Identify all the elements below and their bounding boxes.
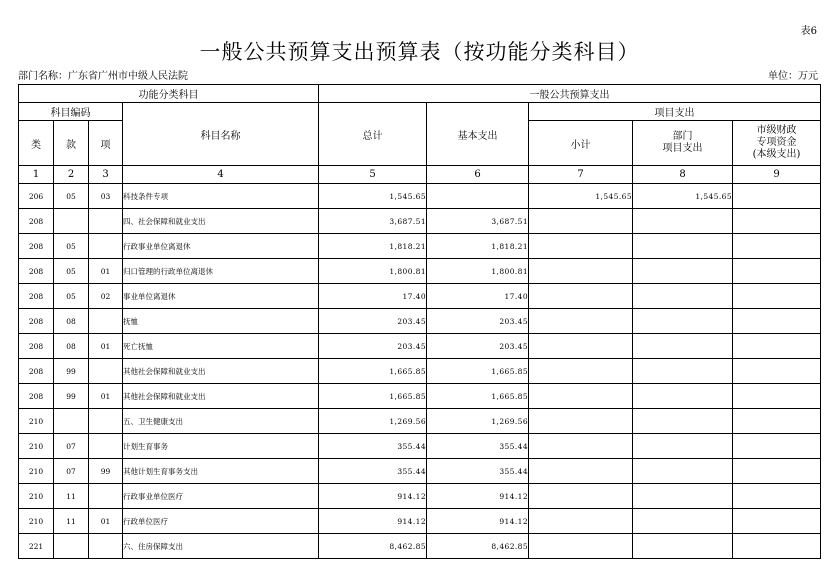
cell-dept-project [633,484,733,509]
cell-lei: 208 [19,384,54,409]
cell-lei: 210 [19,509,54,534]
cell-city-fund [733,434,821,459]
table-row [19,534,821,559]
cell-subject-name: 其他计划生育事务支出 [123,459,319,484]
cell-xiang: 01 [89,509,123,534]
cell-subject-name: 事业单位离退休 [123,284,319,309]
cell-lei: 221 [19,534,54,559]
cell-subject-name: 归口管理的行政单位离退休 [123,259,319,284]
header-project: 项目支出 [529,103,821,121]
table-row [19,459,821,484]
header-index: 7 [529,166,633,184]
cell-subtotal [529,509,633,534]
cell-dept-project [633,334,733,359]
cell-city-fund [733,484,821,509]
cell-lei: 208 [19,334,54,359]
header-index: 1 [19,166,54,184]
cell-xiang: 99 [89,459,123,484]
page-title: 一般公共预算支出预算表（按功能分类科目） [199,40,640,64]
table-header [19,85,821,184]
cell-kuan: 99 [54,359,89,384]
table-row [19,284,821,309]
table-row [19,234,821,259]
table-row [19,359,821,384]
header-xiang: 项 [89,121,123,166]
cell-xiang [89,359,123,384]
cell-total: 203.45 [319,334,427,359]
table-row [19,309,821,334]
cell-basic: 1,665.85 [427,359,529,384]
table-body [19,184,821,559]
header-city-fund [733,121,821,166]
cell-kuan: 07 [54,459,89,484]
cell-subtotal [529,359,633,384]
cell-kuan [54,409,89,434]
cell-kuan: 99 [54,384,89,409]
cell-city-fund [733,309,821,334]
cell-xiang [89,534,123,559]
cell-basic: 3,687.51 [427,209,529,234]
cell-subject-name: 科技条件专项 [123,184,319,209]
cell-kuan: 05 [54,259,89,284]
cell-city-fund [733,284,821,309]
cell-subject-name: 其他社会保障和就业支出 [123,359,319,384]
header-city-fund-line2: 专项资金 [756,137,797,148]
cell-subtotal [529,434,633,459]
cell-basic: 1,269.56 [427,409,529,434]
cell-kuan: 05 [54,234,89,259]
cell-subject-name: 计划生育事务 [123,434,319,459]
department-label: 部门名称：广东省广州市中级人民法院 [18,71,188,82]
cell-kuan: 08 [54,309,89,334]
cell-xiang [89,434,123,459]
cell-subtotal [529,484,633,509]
header-index-row [19,166,821,184]
cell-subtotal [529,284,633,309]
header-index: 9 [733,166,821,184]
cell-subtotal [529,259,633,284]
cell-lei: 208 [19,359,54,384]
cell-lei: 210 [19,409,54,434]
header-subtotal: 小计 [529,121,633,166]
cell-total: 355.44 [319,434,427,459]
cell-kuan: 05 [54,184,89,209]
cell-city-fund [733,234,821,259]
cell-subtotal [529,234,633,259]
cell-subject-name: 行政事业单位离退休 [123,234,319,259]
cell-xiang [89,484,123,509]
cell-dept-project: 1,545.65 [633,184,733,209]
cell-kuan: 11 [54,509,89,534]
cell-city-fund [733,509,821,534]
header-func-subject: 功能分类科目 [19,85,319,103]
cell-basic: 1,665.85 [427,384,529,409]
cell-subject-name: 六、住房保障支出 [123,534,319,559]
table-number: 表6 [800,26,817,37]
cell-kuan: 07 [54,434,89,459]
unit-label: 单位：万元 [768,71,818,82]
table-row [19,184,821,209]
cell-basic: 203.45 [427,309,529,334]
header-subject-code: 科目编码 [19,103,123,121]
header-dept-project-line1: 部门 [672,131,693,142]
cell-city-fund [733,359,821,384]
cell-kuan [54,534,89,559]
table-row [19,434,821,459]
cell-dept-project [633,259,733,284]
cell-dept-project [633,284,733,309]
cell-basic: 355.44 [427,434,529,459]
table-row [19,209,821,234]
cell-total: 8,462.85 [319,534,427,559]
header-lei: 类 [19,121,54,166]
cell-subject-name: 四、社会保障和就业支出 [123,209,319,234]
cell-total: 914.12 [319,509,427,534]
cell-lei: 208 [19,259,54,284]
header-index: 5 [319,166,427,184]
cell-total: 17.40 [319,284,427,309]
header-city-fund-line3: (本级支出) [752,149,801,160]
cell-lei: 210 [19,459,54,484]
table-row [19,509,821,534]
cell-lei: 210 [19,484,54,509]
cell-dept-project [633,359,733,384]
cell-subject-name: 其他社会保障和就业支出 [123,384,319,409]
header-index: 4 [123,166,319,184]
cell-city-fund [733,259,821,284]
cell-total: 1,818.21 [319,234,427,259]
header-dept-project [633,121,733,166]
cell-dept-project [633,434,733,459]
cell-dept-project [633,509,733,534]
cell-dept-project [633,384,733,409]
cell-kuan: 08 [54,334,89,359]
cell-basic: 1,800.81 [427,259,529,284]
cell-basic: 355.44 [427,459,529,484]
cell-basic: 914.12 [427,484,529,509]
cell-city-fund [733,384,821,409]
header-index: 8 [633,166,733,184]
cell-xiang [89,209,123,234]
cell-lei: 208 [19,309,54,334]
cell-basic: 914.12 [427,509,529,534]
cell-basic: 1,818.21 [427,234,529,259]
cell-total: 355.44 [319,459,427,484]
header-dept-project-line2: 项目支出 [662,143,703,154]
cell-xiang [89,409,123,434]
cell-city-fund [733,409,821,434]
header-basic: 基本支出 [427,103,529,166]
cell-subject-name: 抚恤 [123,309,319,334]
cell-lei: 208 [19,209,54,234]
header-index: 2 [54,166,89,184]
header-kuan: 款 [54,121,89,166]
cell-subtotal [529,459,633,484]
header-index: 3 [89,166,123,184]
cell-kuan: 11 [54,484,89,509]
cell-dept-project [633,234,733,259]
header-total: 总计 [319,103,427,166]
cell-subject-name: 行政事业单位医疗 [123,484,319,509]
cell-total: 1,665.85 [319,384,427,409]
header-subject-name: 科目名称 [123,103,319,166]
cell-xiang [89,234,123,259]
cell-dept-project [633,459,733,484]
cell-basic: 203.45 [427,334,529,359]
cell-dept-project [633,534,733,559]
cell-city-fund [733,334,821,359]
cell-subtotal [529,534,633,559]
cell-subtotal [529,334,633,359]
cell-subtotal: 1,545.65 [529,184,633,209]
cell-city-fund [733,209,821,234]
cell-dept-project [633,309,733,334]
cell-subtotal [529,409,633,434]
table-row [19,384,821,409]
cell-city-fund [733,184,821,209]
budget-table [18,84,821,559]
header-index: 6 [427,166,529,184]
cell-xiang: 03 [89,184,123,209]
cell-kuan [54,209,89,234]
cell-total: 1,800.81 [319,259,427,284]
cell-kuan: 05 [54,284,89,309]
cell-lei: 210 [19,434,54,459]
meta-bar [18,67,818,81]
cell-total: 1,545.65 [319,184,427,209]
header-city-fund-line1: 市级财政 [756,125,797,136]
cell-xiang: 01 [89,384,123,409]
cell-xiang [89,309,123,334]
cell-lei: 206 [19,184,54,209]
table-row [19,259,821,284]
cell-lei: 208 [19,284,54,309]
table-row [19,334,821,359]
cell-total: 1,665.85 [319,359,427,384]
header-general-budget: 一般公共预算支出 [319,85,821,103]
cell-total: 203.45 [319,309,427,334]
cell-xiang: 01 [89,334,123,359]
cell-subtotal [529,309,633,334]
cell-total: 1,269.56 [319,409,427,434]
cell-subject-name: 死亡抚恤 [123,334,319,359]
cell-total: 914.12 [319,484,427,509]
cell-basic: 17.40 [427,284,529,309]
cell-basic: 8,462.85 [427,534,529,559]
table-row [19,484,821,509]
cell-basic [427,184,529,209]
cell-subject-name: 行政单位医疗 [123,509,319,534]
table-row [19,409,821,434]
cell-subtotal [529,384,633,409]
cell-xiang: 01 [89,259,123,284]
cell-subject-name: 五、卫生健康支出 [123,409,319,434]
cell-total: 3,687.51 [319,209,427,234]
cell-dept-project [633,209,733,234]
cell-lei: 208 [19,234,54,259]
cell-xiang: 02 [89,284,123,309]
cell-city-fund [733,459,821,484]
cell-subtotal [529,209,633,234]
cell-dept-project [633,409,733,434]
cell-city-fund [733,534,821,559]
